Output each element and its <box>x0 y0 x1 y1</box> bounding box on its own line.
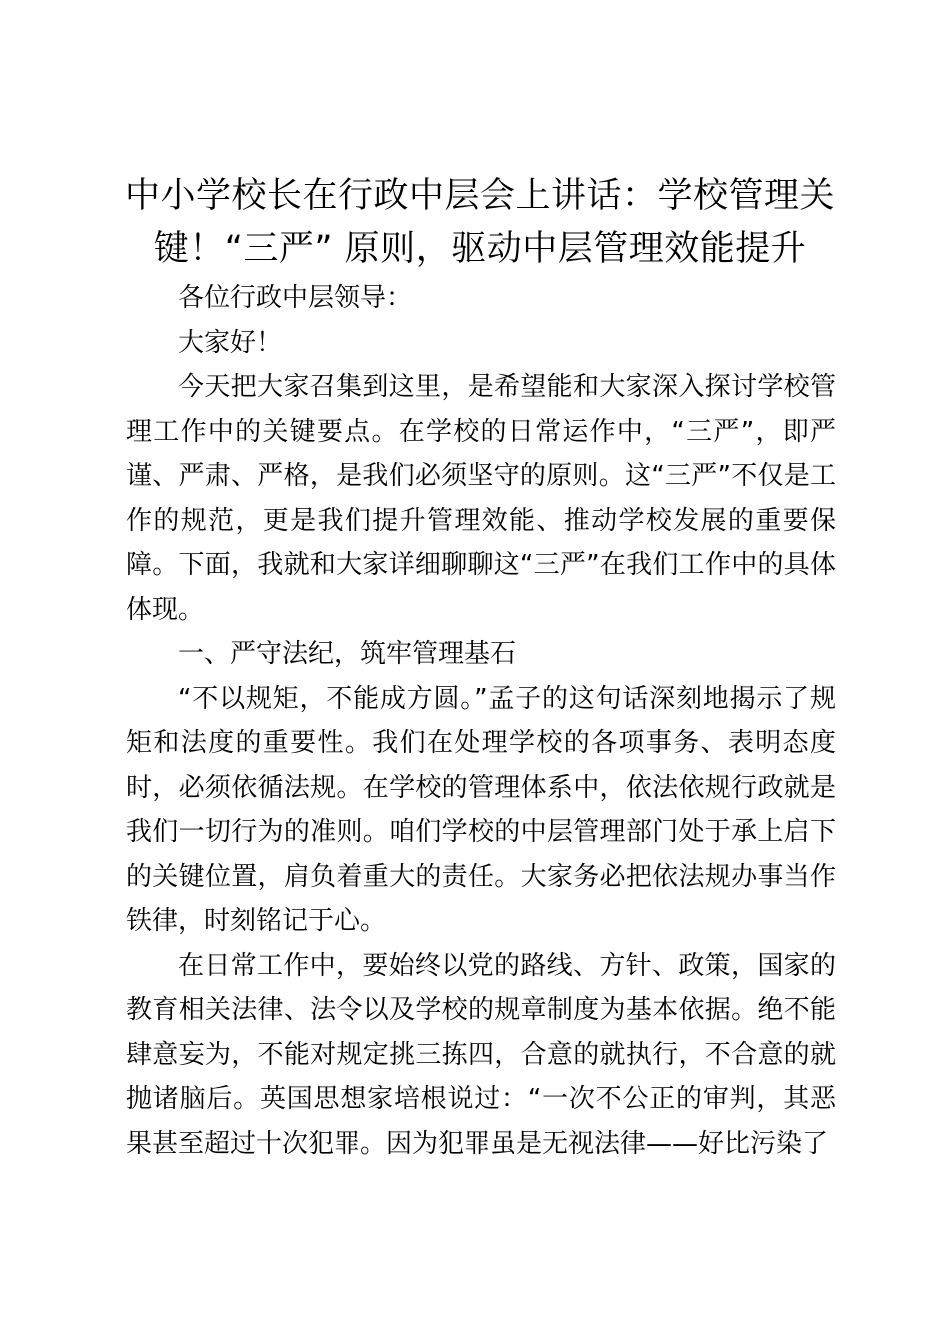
body-paragraph: 在日常工作中，要始终以党的路线、方针、政策，国家的教育相关法律、法令以及学校的规章制度为基本依据。绝不能肆意妄为，不能对规定挑三拣四，合意的就执行，不合意的就抛诸脑后。英国思想家培根说过：“一次不公正的审判，其恶果甚至超过十次犯罪。因为犯罪虽是无视法律——好比污染了 <box>126 950 836 1159</box>
section-heading: 一、严守法纪，筑牢管理基石 <box>178 639 517 669</box>
document-title: 中小学校长在行政中层会上讲话：学校管理关键！“三严” 原则，驱动中层管理效能提升 <box>124 176 835 269</box>
body-paragraph: 今天把大家召集到这里，是希望能和大家深入探讨学校管理工作中的关键要点。在学校的日常运作中，“三严”，即严谨、严肃、严格，是我们必须坚守的原则。这“三严”不仅是工作的规范，更是我们提升管理效能、推动学校发展的重要保障。下面，我就和大家详细聊聊这“三严”在我们工作中的具体体现。 <box>126 372 836 625</box>
body-paragraph: “不以规矩，不能成方圆。”孟子的这句话深刻地揭示了规矩和法度的重要性。我们在处理学校的各项事务、表明态度时，必须依循法规。在学校的管理体系中，依法依规行政就是我们一切行为的准则。咱们学校的中层管理部门处于承上启下的关键位置，肩负着重大的责任。大家务必把依法规办事当作铁律，时刻铭记于心。 <box>126 683 836 936</box>
salutation: 各位行政中层领导： <box>178 283 413 313</box>
document-body <box>126 276 836 1166</box>
greeting: 大家好！ <box>178 327 283 358</box>
